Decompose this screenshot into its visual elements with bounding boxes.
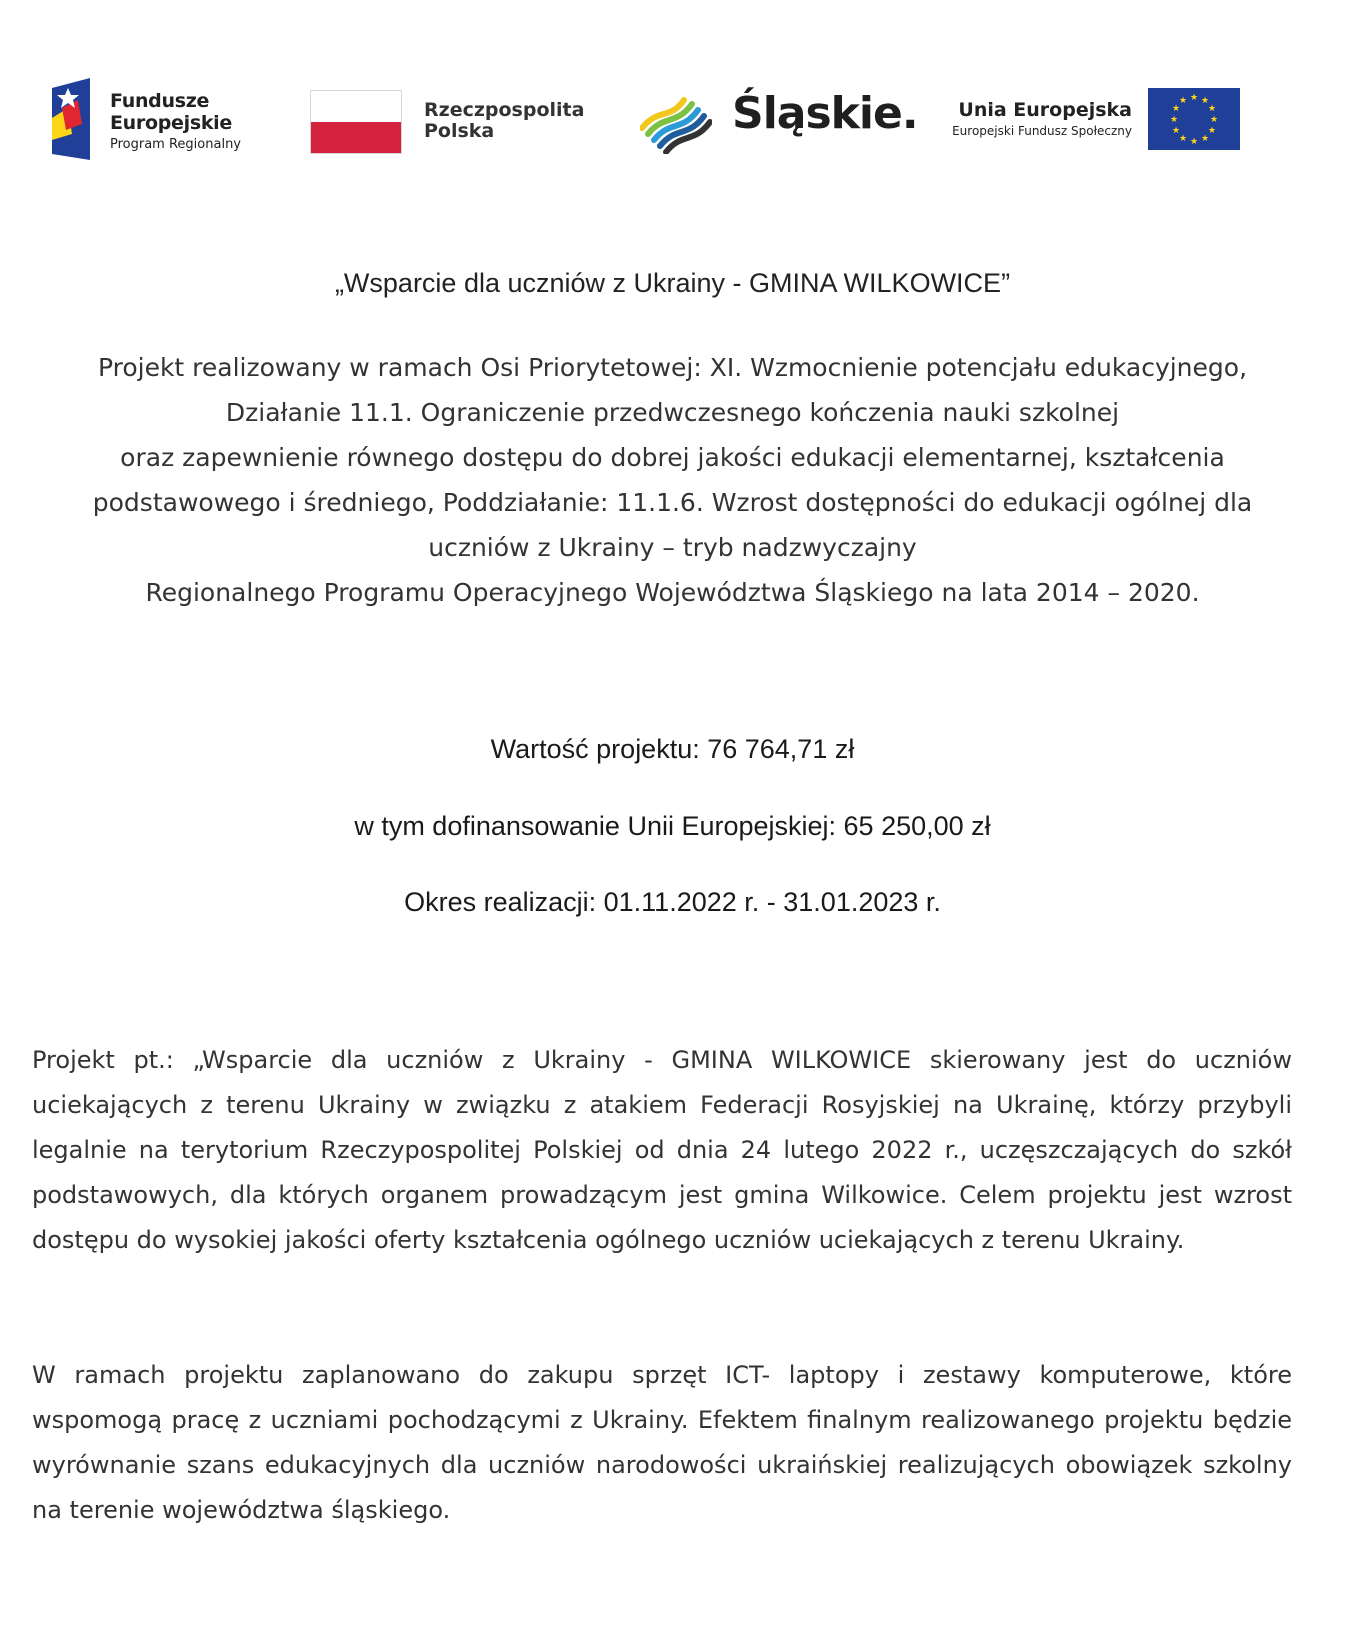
fundusze-label: Fundusze	[110, 90, 210, 112]
description-line: oraz zapewnienie równego dostępu do dobrej jakości edukacji elementarnej, kształcenia	[120, 443, 1225, 472]
description-line: Projekt realizowany w ramach Osi Priorytetowej: XI. Wzmocnienie potencjału edukacyjnego,	[97, 353, 1248, 382]
slaskie-logo	[640, 72, 918, 172]
eu-funding-value: w tym dofinansowanie Unii Europejskiej: 65 250,00 zł	[354, 811, 991, 841]
svg-text:★: ★	[1200, 96, 1210, 106]
efs-label: Europejski Fundusz Społeczny	[952, 124, 1132, 138]
project-value: Wartość projektu: 76 764,71 zł	[490, 734, 855, 764]
implementation-period: Okres realizacji: 01.11.2022 r. - 31.01.2023 r.	[404, 887, 941, 917]
logo-bar	[0, 72, 1345, 172]
description-line: Działanie 11.1. Ograniczenie przedwczesnego kończenia nauki szkolnej	[225, 398, 1120, 427]
description-line: Regionalnego Programu Operacyjnego Województwa Śląskiego na lata 2014 – 2020.	[145, 578, 1200, 607]
fundusze-europejskie-logo	[48, 72, 268, 172]
svg-text:★: ★	[1169, 115, 1179, 125]
svg-text:★: ★	[1209, 115, 1219, 125]
eu-flag-icon	[1148, 88, 1240, 150]
svg-text:★: ★	[1207, 104, 1217, 114]
svg-text:★: ★	[1200, 134, 1210, 144]
svg-text:★: ★	[1189, 93, 1199, 103]
body-paragraph: W ramach projektu zaplanowano do zakupu sprzęt ICT- laptopy i zestawy komputerowe, które wspomogą pracę z uczniami pochodzącymi z Ukrainy. Efektem finalnym realizowanego projektu będzie wyrównanie szans edukacyjnych dla uczniów narodowości ukraińskiej realizujących obowiązek szkolny na terenie województwa śląskiego.	[32, 1361, 1292, 1524]
unia-europejska-label: Unia Europejska	[958, 99, 1132, 121]
europejskie-label: Europejskie	[110, 112, 232, 134]
rzeczpospolita-polska-logo	[310, 72, 590, 172]
svg-text:★: ★	[1171, 104, 1181, 114]
rzeczpospolita-label: Rzeczpospolita	[424, 99, 585, 121]
project-description	[30, 345, 1315, 615]
polska-label: Polska	[424, 120, 495, 142]
description-line: uczniów z Ukrainy – tryb nadzwyczajny	[428, 533, 917, 562]
unia-europejska-logo	[930, 72, 1260, 172]
body-paragraph: Projekt pt.: „Wsparcie dla uczniów z Ukrainy - GMINA WILKOWICE skierowany jest do uczniów uciekających z terenu Ukrainy w związku z atakiem Federacji Rosyjskiej na Ukrainę, którzy przybyli legalnie na terytorium Rzeczypospolitej Polskiej od dnia 24 lutego 2022 r., uczęszczających do szkół podstawowych, dla których organem prowadzącym jest gmina Wilkowice. Celem projektu jest wzrost dostępu do wysokiej jakości oferty kształcenia ogólnego uczniów uciekających z terenu Ukrainy.	[32, 1046, 1292, 1254]
program-regionalny-label: Program Regionalny	[110, 137, 241, 152]
svg-text:★: ★	[1171, 126, 1181, 136]
description-line: podstawowego i średniego, Poddziałanie: 11.1.6. Wzrost dostępności do edukacji ogólnej dla	[92, 488, 1253, 517]
fundusze-europejskie-icon	[48, 78, 94, 160]
svg-text:★: ★	[1178, 96, 1188, 106]
svg-text:★: ★	[1178, 134, 1188, 144]
slaskie-wordmark: Śląskie.	[732, 88, 918, 139]
polish-flag-icon	[310, 90, 402, 154]
document-title: „Wsparcie dla uczniów z Ukrainy - GMINA WILKOWICE”	[334, 268, 1011, 298]
svg-text:★: ★	[1189, 137, 1199, 147]
slaskie-waves-icon	[640, 90, 712, 154]
svg-text:★: ★	[1207, 126, 1217, 136]
